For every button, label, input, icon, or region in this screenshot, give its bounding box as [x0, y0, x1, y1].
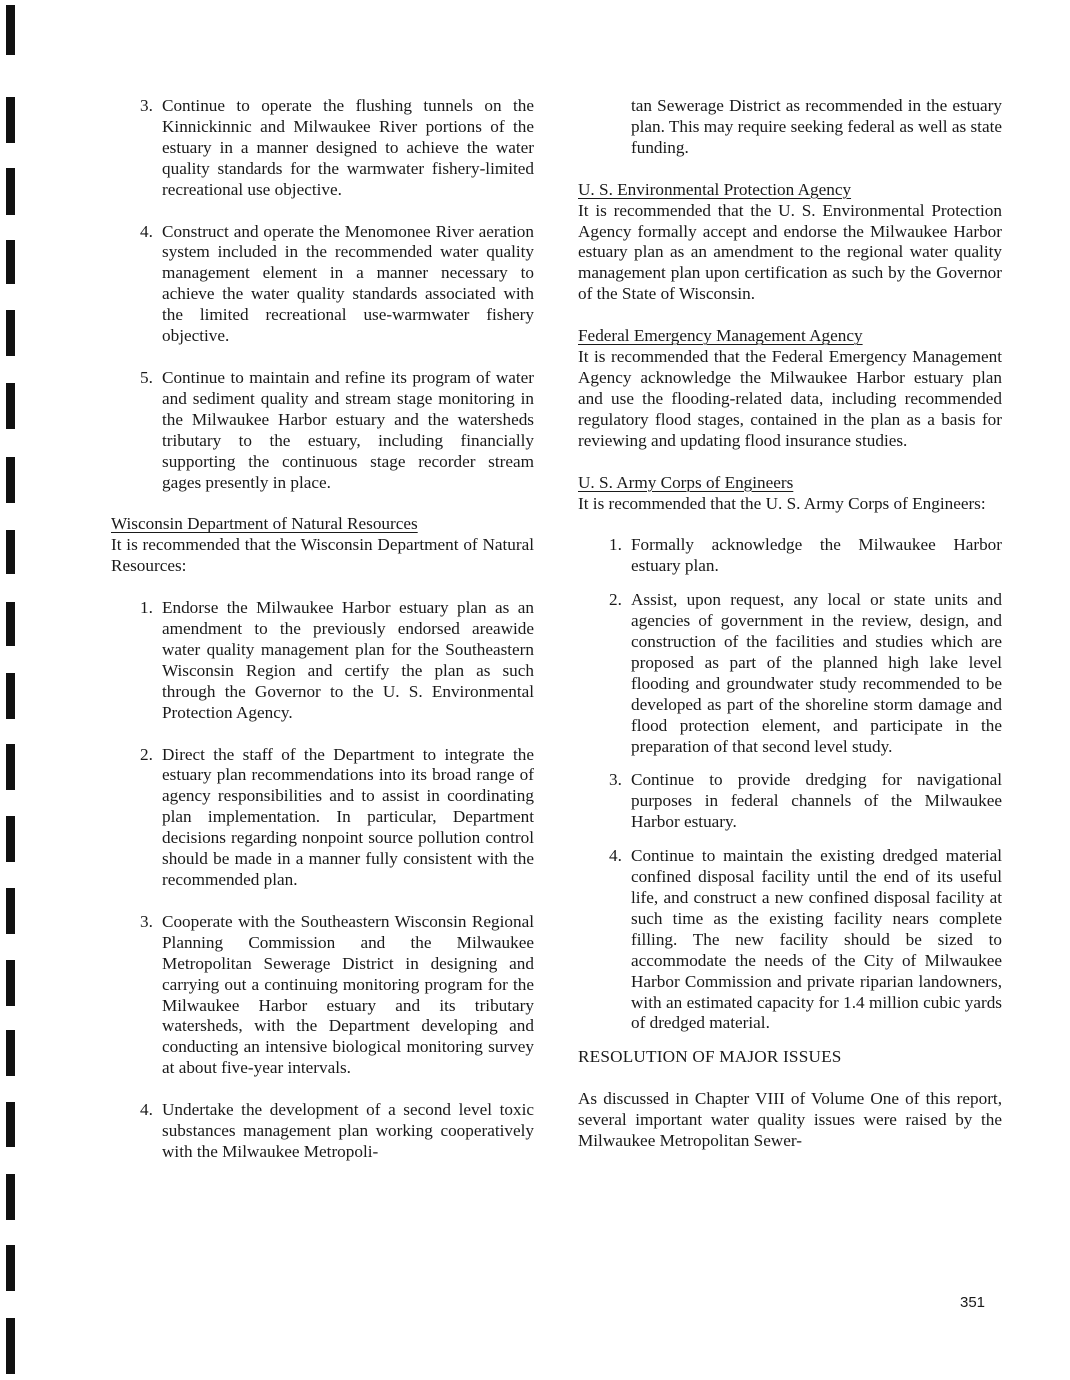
list-item: 3. Cooperate with the Southeastern Wisconsin Regional Planning Commission and the Milwaukee Metropolitan Sewerage District in designing and carrying out a continuing monitoring program for the Milwaukee Harbor estuary and its tributary watersheds, with the Department developing and conducting an intensive biological monitoring survey at about five-year intervals.: [140, 911, 534, 1078]
binding-mark: [6, 1030, 15, 1076]
binding-mark: [6, 168, 15, 215]
binding-mark: [6, 530, 15, 574]
list-item: 4. Undertake the development of a second level toxic substances management plan working cooperatively with the Milwaukee Metropoli-: [140, 1100, 534, 1161]
list-item: 3. Continue to operate the flushing tunnels on the Kinnickinnic and Milwaukee River portions of the estuary in a manner designed to achieve the water quality standards for the warmwater fishery-limited recreational use objective.: [140, 96, 534, 199]
list-item-text: Assist, upon request, any local or state units and agencies of government in the review, design, and construction of the facilities and studies which are proposed as part of the planned high lake level flooding and groundwater study recommended to be developed as part of the shoreline storm damage and flood protection element, and participate in the preparation of that second level study.: [631, 590, 1002, 756]
section-title-resolution: RESOLUTION OF MAJOR ISSUES: [578, 1047, 842, 1067]
list-item: 4. Construct and operate the Menomonee River aeration system included in the recommended water quality management element in a manner necessary to achieve the water quality standards associated with the limited recreational use-warmwater fishery objective.: [140, 221, 534, 346]
section-heading-army: U. S. Army Corps of Engineers: [578, 472, 794, 492]
section-intro-army: It is recommended that the U. S. Army Corps of Engineers:: [578, 493, 986, 513]
list-item: 1. Endorse the Milwaukee Harbor estuary plan as an amendment to the previously endorsed areawide water quality management plan for the Southeastern Wisconsin Region and certify the plan as such through the Governor to the U. S. Environmental Protection Agency.: [140, 598, 534, 722]
list-item: 2. Direct the staff of the Department to integrate the estuary plan recommendations into its broad range of agency responsibilities and to assist in coordinating plan implementation. In particular, Department decisions regarding nonpoint source pollution control should be made in a manner fully consistent with the recommended plan.: [140, 744, 534, 889]
binding-mark: [6, 1245, 15, 1291]
list-item-text: Undertake the development of a second level toxic substances management plan working cooperatively with the Milwaukee Metropoli-: [162, 1100, 534, 1161]
section-text-epa: It is recommended that the U. S. Environmental Protection Agency formally accept and endorse the Milwaukee Harbor estuary plan as an amendment to the regional water quality management plan upon certification as such by the Governor of the State of Wisconsin.: [578, 200, 1002, 304]
binding-mark: [6, 816, 15, 862]
binding-mark: [6, 602, 15, 646]
section-heading-wdnr: Wisconsin Department of Natural Resources: [111, 514, 418, 534]
binding-mark: [6, 5, 15, 55]
left-column: [111, 96, 534, 1184]
page-number: 351: [960, 1294, 986, 1311]
list-item-text: Formally acknowledge the Milwaukee Harbor estuary plan.: [631, 535, 1002, 576]
list-item: 2. Assist, upon request, any local or state units and agencies of government in the review, design, and construction of the facilities and studies which are proposed as part of the planned high lake level flooding and groundwater study recommended to be developed as part of the shoreline storm damage and flood protection element, and participate in the preparation of that second level study.: [609, 590, 1002, 756]
section-intro-wdnr: It is recommended that the Wisconsin Department of Natural Resources:: [111, 535, 534, 576]
section-text-resolution: As discussed in Chapter VIII of Volume One of this report, several important water quality issues were raised by the Milwaukee Metropolitan Sewer-: [578, 1089, 1002, 1151]
list-item-text: Direct the staff of the Department to integrate the estuary plan recommendations into its broad range of agency responsibilities and to assist in coordinating plan implementation. In particular, Department decisions regarding nonpoint source pollution control should be made in a manner fully consistent with the recommended plan.: [162, 744, 534, 889]
list-item-text: Continue to provide dredging for navigational purposes in federal channels of the Milwaukee Harbor estuary.: [631, 770, 1002, 832]
binding-mark: [6, 97, 15, 143]
list-item: 1. Formally acknowledge the Milwaukee Harbor estuary plan.: [609, 535, 1002, 576]
right-column: [578, 96, 1002, 1173]
list-item-text: Continue to operate the flushing tunnels on the Kinnickinnic and Milwaukee River portions of the estuary in a manner designed to achieve the water quality standards for the warmwater fishery-limited recreational use objective.: [162, 96, 534, 199]
section-heading-epa: U. S. Environmental Protection Agency: [578, 179, 852, 199]
binding-mark: [6, 240, 15, 284]
binding-mark: [6, 960, 15, 1006]
list-item: 4. Continue to maintain the existing dredged material confined disposal facility until the end of its useful life, and construct a new confined disposal facility at such time as the existing facility nears complete filling. The new facility should be sized to accommodate the needs of the City of Milwaukee Harbor Commission and private riparian landowners, with an estimated capacity for 1.4 million cubic yards of dredged material.: [609, 846, 1002, 1033]
section-text-fema: It is recommended that the Federal Emergency Management Agency acknowledge the Milwaukee Harbor estuary plan and use the flooding-related data, including recommended regulatory flood stages, contained in the plan as a basis for reviewing and updating flood insurance studies.: [578, 347, 1002, 450]
binding-mark: [6, 1174, 15, 1220]
continued-list-text: tan Sewerage District as recommended in the estuary plan. This may require seeking federal as well as state funding.: [631, 96, 1002, 157]
binding-mark: [6, 457, 15, 503]
binding-mark: [6, 310, 15, 356]
list-item-text: Continue to maintain the existing dredged material confined disposal facility until the end of its useful life, and construct a new confined disposal facility at such time as the existing facility nears complete filling. The new facility should be sized to accommodate the needs of the City of Milwaukee Harbor Commission and private riparian landowners, with an estimated capacity for 1.4 million cubic yards of dredged material.: [631, 846, 1002, 1033]
binding-mark: [6, 673, 15, 719]
binding-mark: [6, 744, 15, 790]
list-item-text: Cooperate with the Southeastern Wisconsin Regional Planning Commission and the Milwaukee Metropolitan Sewerage District in designing and carrying out a continuing monitoring program for the Milwaukee Harbor estuary and its tributary watersheds, with the Department developing and conducting an intensive biological monitoring survey at about five-year intervals.: [162, 911, 534, 1078]
list-item-text: Construct and operate the Menomonee River aeration system included in the recommended water quality management element in a manner necessary to achieve the water quality standards associated with the limited recreational use-warmwater fishery objective.: [162, 221, 534, 346]
binding-mark: [6, 383, 15, 429]
list-item: 5. Continue to maintain and refine its program of water and sediment quality and stream stage monitoring in the Milwaukee Harbor estuary and the watersheds tributary to the estuary, including financially supporting the continuous stage recorder stream gages presently in place.: [140, 367, 534, 492]
binding-mark: [6, 1102, 15, 1147]
binding-mark: [6, 1318, 15, 1374]
binding-mark: [6, 888, 15, 934]
list-item-text: Endorse the Milwaukee Harbor estuary plan as an amendment to the previously endorsed areawide water quality management plan for the Southeastern Wisconsin Region and certify the plan as such through the Governor to the U. S. Environmental Protection Agency.: [162, 598, 534, 722]
section-heading-fema: Federal Emergency Management Agency: [578, 326, 863, 346]
scan-binding-marks: [0, 0, 40, 1380]
list-item-text: Continue to maintain and refine its program of water and sediment quality and stream stage monitoring in the Milwaukee Harbor estuary and the watersheds tributary to the estuary, including financially supporting the continuous stage recorder stream gages presently in place.: [162, 367, 534, 492]
list-item: 3. Continue to provide dredging for navigational purposes in federal channels of the Milwaukee Harbor estuary.: [609, 770, 1002, 832]
